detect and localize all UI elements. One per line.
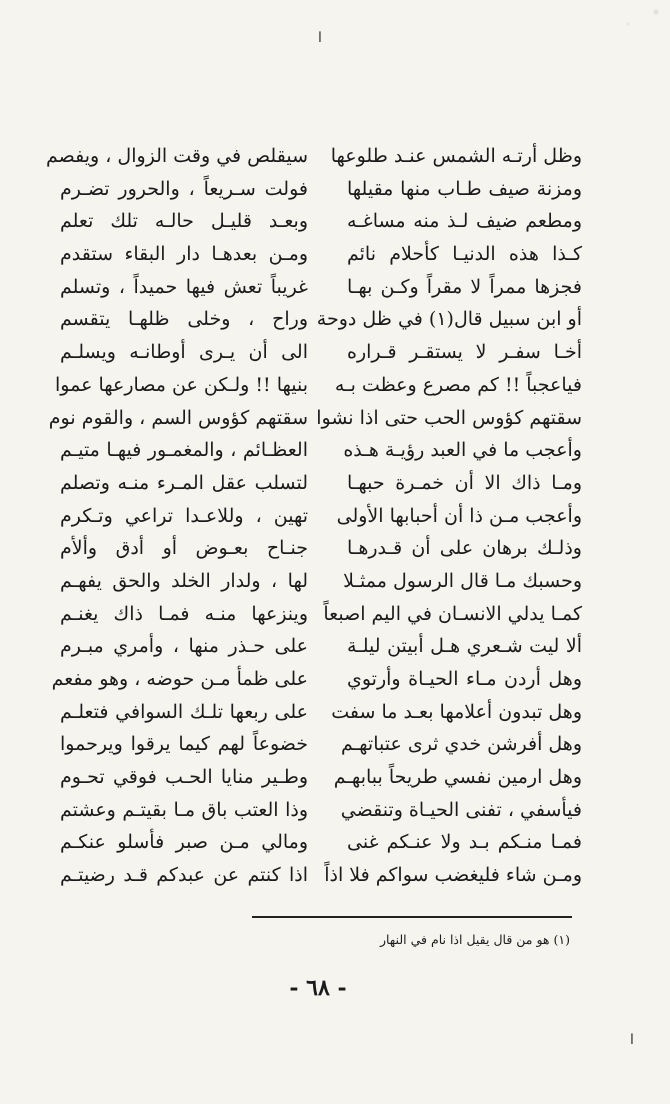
verse-second-hemistich: وذا العتب باق مـا بقيتـم وعشتم — [60, 798, 308, 821]
verse-second-hemistich: خضوعاً لهم كيما يرقوا ويرحموا — [60, 733, 308, 756]
poem-body — [45, 140, 582, 892]
verse-row — [60, 761, 582, 794]
verse-second-hemistich: اذا كنتم عن عبدكم قـد رضيتـم — [60, 864, 308, 887]
verse-second-hemistich: سيقلص في وقت الزوال ، ويفصم — [45, 145, 308, 167]
page-number: - ٦٨ - — [289, 975, 347, 1001]
verse-second-hemistich: ومالي مـن صبر فأسلو عنكـم — [60, 831, 308, 854]
verse-second-hemistich: ومـن بعدهـا دار البقاء ستقدم — [60, 243, 308, 266]
verse-second-hemistich: وينزعها منـه فمـا ذاك يغنـم — [60, 602, 308, 625]
verse-row — [60, 859, 582, 892]
verse-second-hemistich: على ظمأ مـن حوضه ، وهو مفعم — [51, 668, 308, 690]
verse-row — [60, 826, 582, 859]
verse-second-hemistich: على ربعها تلـك السوافي فتعلـم — [60, 700, 308, 723]
verse-second-hemistich: سقتهم كؤوس السم ، والقوم نوم — [48, 406, 308, 429]
verse-row — [60, 238, 582, 271]
verse-row — [60, 271, 582, 304]
verse-second-hemistich: تهين ، وللاعـدا تراعي وتـكرم — [60, 504, 308, 527]
verse-first-hemistich: ومـا ذاك الا أن خمـرة حبهـا — [347, 471, 582, 494]
verse-first-hemistich: وحسبك مـا قال الرسول ممثـلا — [343, 569, 582, 592]
verse-first-hemistich: كـذا هذه الدنيـا كأحلام نائم — [347, 243, 582, 266]
verse-first-hemistich: فياعجباً !! كم مصرع وعظت بـه — [334, 373, 582, 396]
verse-first-hemistich: وظل أرتـه الشمس عنـد طلوعها — [330, 145, 582, 167]
verse-row — [60, 434, 582, 467]
verse-first-hemistich: فجزها ممراً لا مقراً وكـن بهـا — [347, 275, 582, 298]
verse-row — [60, 565, 582, 598]
verse-first-hemistich: وهل ارمين نفسي طريحاً ببابهـم — [333, 766, 582, 789]
top-mark: ا — [318, 30, 322, 46]
verse-row — [60, 303, 582, 336]
verse-first-hemistich: فمـا منـكم بـد ولا عنـكم غنى — [347, 831, 582, 854]
verse-row — [51, 663, 582, 696]
verse-row — [48, 402, 582, 435]
verse-row — [60, 532, 582, 565]
verse-first-hemistich: سقتهم كؤوس الحب حتى اذا نشوا — [316, 406, 582, 429]
verse-row — [60, 205, 582, 238]
verse-row — [60, 500, 582, 533]
verse-first-hemistich: ومزنة صيف طـاب منها مقيلها — [347, 177, 582, 200]
verse-first-hemistich: وأعجب مـن ذا أن أحبابها الأولى — [336, 504, 582, 527]
scan-artifact — [600, 0, 670, 40]
verse-second-hemistich: بنيها !! ولـكن عن مصارعها عموا — [55, 373, 308, 396]
verse-second-hemistich: لتسلب عقل المـرء منـه وتصلم — [60, 471, 308, 494]
bottom-mark: ا — [630, 1032, 634, 1048]
verse-first-hemistich: أو ابن سبيل قال(١) في ظل دوحة — [316, 308, 582, 331]
verse-first-hemistich: وهل أردن مـاء الحيـاة وأرتوي — [347, 668, 582, 690]
verse-second-hemistich: وراح ، وخلى ظلهـا يتقسم — [60, 308, 308, 331]
verse-first-hemistich: وذلـك برهان على أن قـدرهـا — [347, 537, 582, 560]
verse-second-hemistich: الى أن يـرى أوطانـه ويسلـم — [60, 341, 308, 364]
verse-second-hemistich: وبعـد قليـل حالـه تلك تعلم — [60, 210, 308, 233]
verse-row — [60, 728, 582, 761]
verse-row — [60, 467, 582, 500]
verse-row — [60, 696, 582, 729]
verse-second-hemistich: العظـائم ، والمغمـور فيهـا متيـم — [60, 439, 308, 462]
verse-row — [60, 598, 582, 631]
verse-first-hemistich: أخـا سفـر لا يستقـر قـراره — [347, 341, 582, 364]
verse-second-hemistich: وطـير منايا الحـب فوقي تحـوم — [60, 766, 308, 789]
verse-second-hemistich: جنـاح بعـوض أو أدق وألأم — [60, 537, 308, 560]
verse-first-hemistich: فيأسفي ، تفنى الحيـاة وتنقضي — [340, 798, 582, 821]
verse-second-hemistich: غريباً تعش فيها حميداً ، وتسلم — [60, 275, 308, 298]
verse-row — [60, 630, 582, 663]
verse-second-hemistich: على حـذر منها ، وأمري مبـرم — [60, 635, 308, 658]
verse-row — [60, 794, 582, 827]
verse-first-hemistich: وهل تبدون أعلامها بعـد ما سفت — [331, 700, 582, 723]
verse-second-hemistich: فولت سـريعاً ، والحرور تضـرم — [60, 177, 308, 200]
verse-first-hemistich: ومـن شاء فليغضب سواكم فلا اذاً — [324, 864, 582, 887]
verse-first-hemistich: ألا ليت شـعري هـل أبيتن ليلـة — [347, 635, 582, 658]
verse-second-hemistich: لها ، ولدار الخلد والحق يفهـم — [60, 569, 308, 592]
verse-row — [55, 369, 582, 402]
verse-first-hemistich: وأعجب ما في العبد رؤيـة هـذه — [343, 439, 582, 462]
verse-first-hemistich: ومطعم ضيف لـذ منه مساغـه — [347, 210, 582, 233]
footnote: (١) هو من قال يقيل اذا نام في النهار — [379, 932, 570, 947]
verse-first-hemistich: كمـا يدلي الانسـان في اليم اصبعاً — [323, 602, 582, 625]
verse-row — [60, 173, 582, 206]
verse-row — [45, 140, 582, 173]
verse-first-hemistich: وهل أفرشن خدي ثرى عتباتهـم — [340, 733, 582, 756]
footnote-divider — [252, 916, 572, 918]
verse-row — [60, 336, 582, 369]
